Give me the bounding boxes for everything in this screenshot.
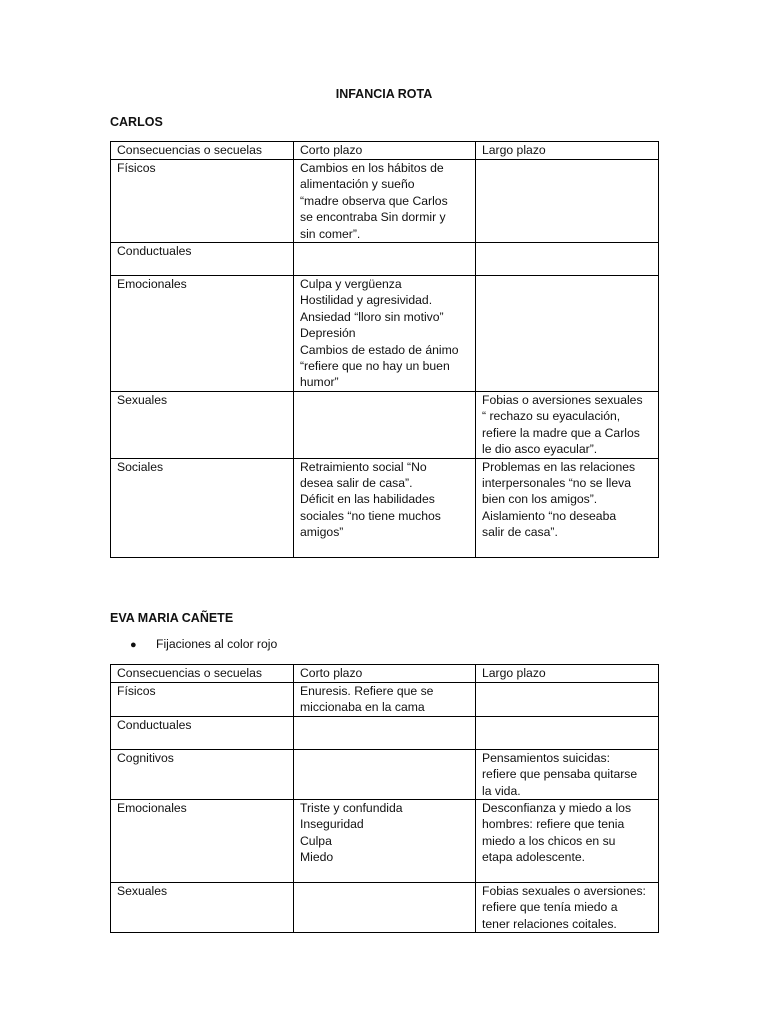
short-term-cell (294, 243, 476, 276)
cell-line: Inseguridad (300, 817, 364, 832)
column-header: Consecuencias o secuelas (111, 142, 294, 160)
cell-line: “refiere que no hay un buen (300, 359, 450, 374)
cell-line: “madre observa que Carlos (300, 193, 448, 208)
cell-line: Depresión (300, 326, 356, 341)
table-row (111, 800, 659, 883)
bullet-icon: ● (130, 639, 137, 651)
cell-line: miedo a los chicos en su (482, 833, 616, 848)
short-term-cell (294, 160, 476, 243)
short-term-cell (294, 683, 476, 717)
section-title-carlos: CARLOS (110, 115, 163, 129)
long-term-cell (476, 883, 659, 933)
column-header: Corto plazo (294, 665, 476, 683)
short-term-cell (294, 883, 476, 933)
cell-line: Triste y confundida (300, 801, 403, 816)
table-row (111, 883, 659, 933)
cell-line: refiere la madre que a Carlos (482, 425, 640, 440)
category-cell: Sexuales (111, 883, 294, 933)
cell-line: salir de casa”. (482, 525, 558, 540)
category-cell: Emocionales (111, 800, 294, 883)
category-cell: Conductuales (111, 716, 294, 749)
cell-line: Pensamientos suicidas: (482, 750, 611, 765)
cell-line: desea salir de casa”. (300, 475, 413, 490)
category-cell: Sexuales (111, 391, 294, 458)
long-term-cell (476, 160, 659, 243)
short-term-cell (294, 800, 476, 883)
cell-line: sin comer”. (300, 226, 361, 241)
column-header: Corto plazo (294, 142, 476, 160)
cell-line: Aislamiento “no deseaba (482, 508, 617, 523)
cell-line: Culpa (300, 833, 332, 848)
cell-line: bien con los amigos”. (482, 492, 598, 507)
cell-line: amigos” (300, 525, 344, 540)
column-header: Largo plazo (476, 142, 659, 160)
cell-line: Déficit en las habilidades (300, 492, 435, 507)
long-term-cell (476, 243, 659, 276)
long-term-cell (476, 391, 659, 458)
long-term-cell (476, 800, 659, 883)
cell-line: humor” (300, 375, 339, 390)
bullet-item (130, 637, 277, 651)
category-cell: Físicos (111, 683, 294, 717)
short-term-cell (294, 391, 476, 458)
category-cell: Sociales (111, 458, 294, 557)
cell-line: Fobias o aversiones sexuales (482, 392, 643, 407)
cell-line: sociales “no tiene muchos (300, 508, 441, 523)
cell-line: Culpa y vergüenza (300, 277, 402, 292)
table-row (111, 749, 659, 799)
table-row (111, 276, 659, 392)
long-term-cell (476, 276, 659, 392)
long-term-cell (476, 749, 659, 799)
category-cell: Conductuales (111, 243, 294, 276)
column-header: Consecuencias o secuelas (111, 665, 294, 683)
cell-line: miccionaba en la cama (300, 700, 425, 715)
short-term-cell (294, 458, 476, 557)
table-header-row (111, 142, 659, 160)
table-row (111, 160, 659, 243)
page-title: INFANCIA ROTA (335, 87, 433, 101)
table-row (111, 458, 659, 557)
cell-line: Cambios en los hábitos de (300, 161, 444, 175)
cell-line: la vida. (482, 783, 521, 798)
table-carlos (110, 141, 659, 558)
cell-line: Retraimiento social “No (300, 459, 427, 474)
category-cell: Emocionales (111, 276, 294, 392)
cell-line: refiere que pensaba quitarse (482, 767, 638, 782)
category-cell: Cognitivos (111, 749, 294, 799)
short-term-cell (294, 716, 476, 749)
table-row (111, 391, 659, 458)
long-term-cell (476, 683, 659, 717)
long-term-cell (476, 458, 659, 557)
cell-line: se encontraba Sin dormir y (300, 210, 446, 225)
cell-line: “ rechazo su eyaculación, (482, 409, 621, 424)
cell-line: alimentación y sueño (300, 177, 415, 192)
cell-line: Ansiedad “lloro sin motivo” (300, 309, 444, 324)
cell-line: Fobias sexuales o aversiones: (482, 884, 646, 899)
cell-line: Enuresis. Refiere que se (300, 684, 434, 698)
long-term-cell (476, 716, 659, 749)
short-term-cell (294, 749, 476, 799)
cell-line: refiere que tenía miedo a (482, 900, 618, 915)
table-eva (110, 664, 659, 933)
cell-line: Problemas en las relaciones (482, 459, 636, 474)
cell-line: Cambios de estado de ánimo (300, 342, 459, 357)
table-row (111, 243, 659, 276)
cell-line: le dio asco eyacular”. (482, 442, 598, 457)
table-header-row (111, 665, 659, 683)
cell-line: etapa adolescente. (482, 850, 585, 865)
cell-line: Miedo (300, 850, 334, 865)
cell-line: Hostilidad y agresividad. (300, 293, 433, 308)
table-row (111, 716, 659, 749)
bullet-text: Fijaciones al color rojo (156, 637, 278, 651)
section-title-eva: EVA MARIA CAÑETE (110, 611, 234, 625)
cell-line: interpersonales “no se lleva (482, 475, 632, 490)
cell-line: Desconfianza y miedo a los (482, 801, 632, 816)
column-header: Largo plazo (476, 665, 659, 683)
table-row (111, 683, 659, 717)
cell-line: hombres: refiere que tenia (482, 817, 625, 832)
cell-line: tener relaciones coitales. (482, 916, 617, 931)
category-cell: Físicos (111, 160, 294, 243)
short-term-cell (294, 276, 476, 392)
